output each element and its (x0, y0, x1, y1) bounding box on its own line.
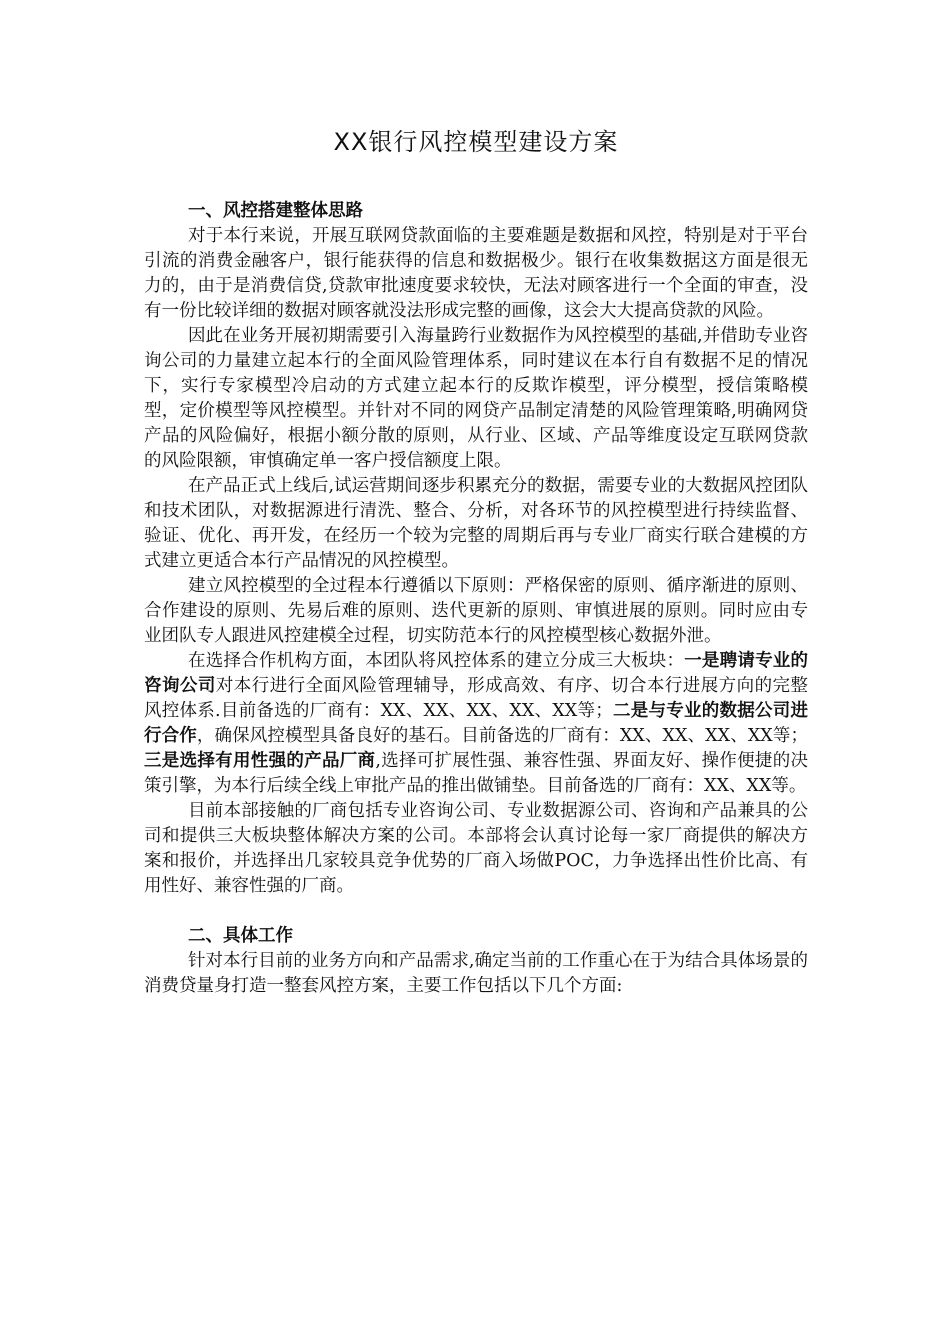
paragraph-2: 因此在业务开展初期需要引入海量跨行业数据作为风控模型的基础,并借助专业咨询公司的力量建立起本行的全面风险管理体系，同时建议在本行自有数据不足的情况下，实行专家模型冷启动的方式建立起本行的反欺诈模型，评分模型，授信策略模型，定价模型等风控模型。并针对不同的网贷产品制定清楚的风险管理策略,明确网贷产品的风险偏好，根据小额分散的原则，从行业、区域、产品等维度设定互联网贷款的风险限额，审慎确定单一客户授信额度上限。 (144, 325, 808, 471)
document-title: XX银行风控模型建设方案 (333, 128, 619, 156)
paragraph-5 (144, 649, 808, 799)
paragraph-3: 在产品正式上线后,试运营期间逐步积累充分的数据，需要专业的大数据风控团队和技术团队，对数据源进行清洗、整合、分析，对各环节的风控模型进行持续监督、验证、优化、再开发，在经历一个较为完整的周期后再与专业厂商实行联合建模的方式建立更适合本行产品情况的风控模型。 (144, 475, 808, 571)
paragraph-5-lead: 在选择合作机构方面，本团队将风控体系的建立分成三大板块： (188, 650, 685, 671)
section-spacer (144, 899, 808, 924)
paragraph-7: 针对本行目前的业务方向和产品需求,确定当前的工作重心在于为结合具体场景的消费贷量身打造一整套风控方案，主要工作包括以下几个方面: (144, 950, 808, 996)
section-heading-2: 二、具体工作 (188, 925, 293, 946)
paragraph-5-text-1: 对本行进行全面风险管理辅导，形成高效、有序、切合本行进展方向的完整风控体系.目前备选的厂商有：XX、XX、XX、XX、XX等； (144, 675, 809, 721)
paragraph-4: 建立风控模型的全过程本行遵循以下原则：严格保密的原则、循序渐进的原则、合作建设的原则、先易后难的原则、迭代更新的原则、审慎进展的原则。同时应由专业团队专人跟进风控建模全过程，切实防范本行的风控模型核心数据外泄。 (144, 575, 808, 646)
document-page (144, 128, 808, 999)
section-heading-1: 一、风控搭建整体思路 (188, 200, 363, 221)
paragraph-5-bold-2: 二是与专业的数据公司进行合作 (144, 700, 808, 746)
paragraph-6: 目前本部接触的厂商包括专业咨询公司、专业数据源公司、咨询和产品兼具的公司和提供三大板块整体解决方案的公司。本部将会认真讨论每一家厂商提供的解决方案和报价，并选择出几家较具竞争优势的厂商入场做POC，力争选择出性价比高、有用性好、兼容性强的厂商。 (144, 800, 808, 896)
paragraph-5-text-2: ，确保风控模型具备良好的基石。目前备选的厂商有：XX、XX、XX、XX等； (196, 725, 808, 746)
paragraph-5-bold-3: 三是选择有用性强的产品厂商 (144, 750, 376, 771)
paragraph-5-bold-1: 一是聘请专业的咨询公司 (144, 650, 809, 696)
paragraph-1: 对于本行来说，开展互联网贷款面临的主要难题是数据和风控，特别是对于平台引流的消费金融客户，银行能获得的信息和数据极少。银行在收集数据这方面是很无力的，由于是消费信贷,贷款审批速度要求较快，无法对顾客进行一个全面的审查，没有一份比较详细的数据对顾客就没法形成完整的画像，这会大大提高贷款的风险。 (144, 225, 808, 321)
paragraph-5-text-3: ,选择可扩展性强、兼容性强、界面友好、操作便捷的决策引擎，为本行后续全线上审批产品的推出做铺垫。目前备选的厂商有：XX、XX等。 (144, 750, 808, 796)
